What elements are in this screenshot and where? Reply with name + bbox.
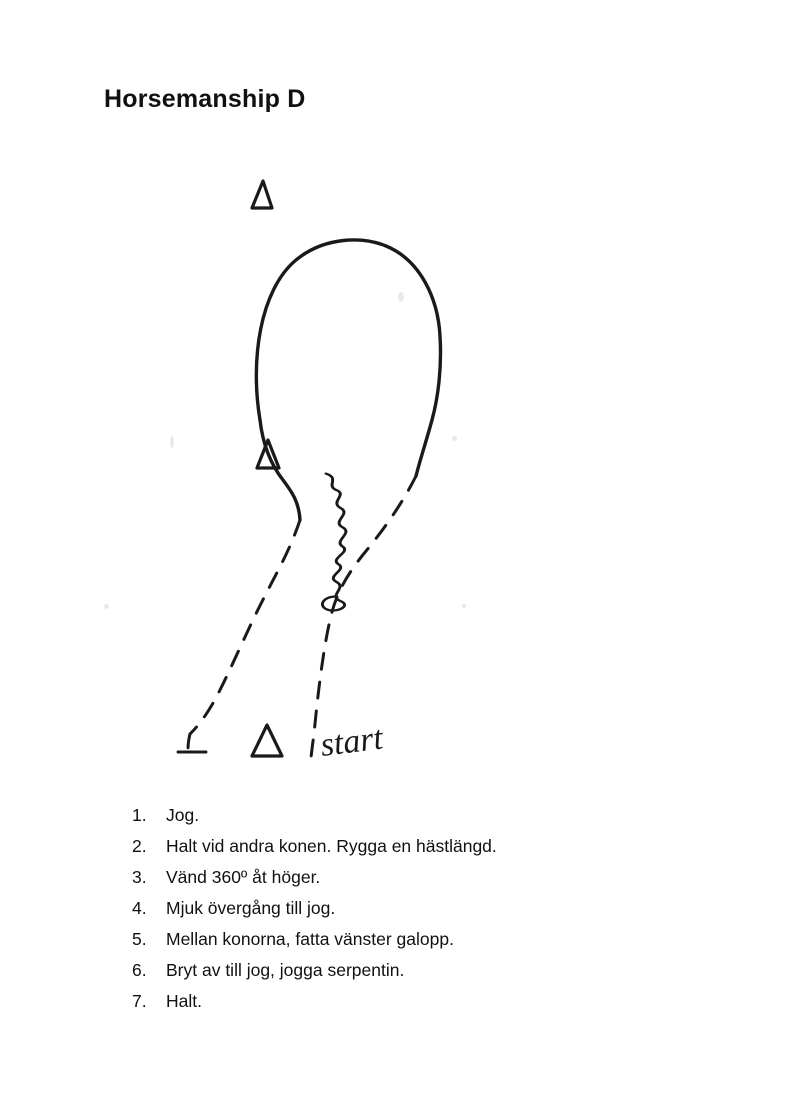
list-item <box>132 986 732 1017</box>
loop-track-top <box>256 240 440 476</box>
list-item-number: 4. <box>132 898 147 918</box>
list-item-number: 2. <box>132 836 147 856</box>
list-item-text: Bryt av till jog, jogga serpentin. <box>166 960 405 980</box>
list-item <box>132 831 732 862</box>
pattern-diagram-svg <box>100 120 520 780</box>
list-item-number: 7. <box>132 991 147 1011</box>
cone-top <box>252 181 272 208</box>
list-item <box>132 955 732 986</box>
list-item-number: 1. <box>132 805 147 825</box>
list-item-text: Halt. <box>166 991 202 1011</box>
list-item-text: Vänd 360º åt höger. <box>166 867 321 887</box>
list-item-number: 3. <box>132 867 147 887</box>
list-item-text: Halt vid andra konen. Rygga en hästlängd. <box>166 836 497 856</box>
dashed-path-left <box>190 520 300 734</box>
list-item-text: Jog. <box>166 805 200 825</box>
list-item <box>132 862 732 893</box>
loop-track-left-lower <box>260 420 300 520</box>
instruction-list <box>132 800 732 1017</box>
start-label: start <box>318 719 385 764</box>
list-item <box>132 800 732 831</box>
cone-bottom <box>252 725 282 756</box>
dashed-path-left-tail <box>188 734 190 752</box>
list-item-text: Mellan konorna, fatta vänster galopp. <box>166 929 454 949</box>
list-item <box>132 924 732 955</box>
list-item-number: 5. <box>132 929 147 949</box>
list-item-text: Mjuk övergång till jog. <box>166 898 336 918</box>
page-title: Horsemanship D <box>104 84 306 113</box>
pattern-diagram <box>100 120 520 780</box>
list-item-number: 6. <box>132 960 147 980</box>
serpentine-squiggle <box>322 474 345 611</box>
list-item <box>132 893 732 924</box>
instruction-ordered-list <box>132 800 732 1017</box>
